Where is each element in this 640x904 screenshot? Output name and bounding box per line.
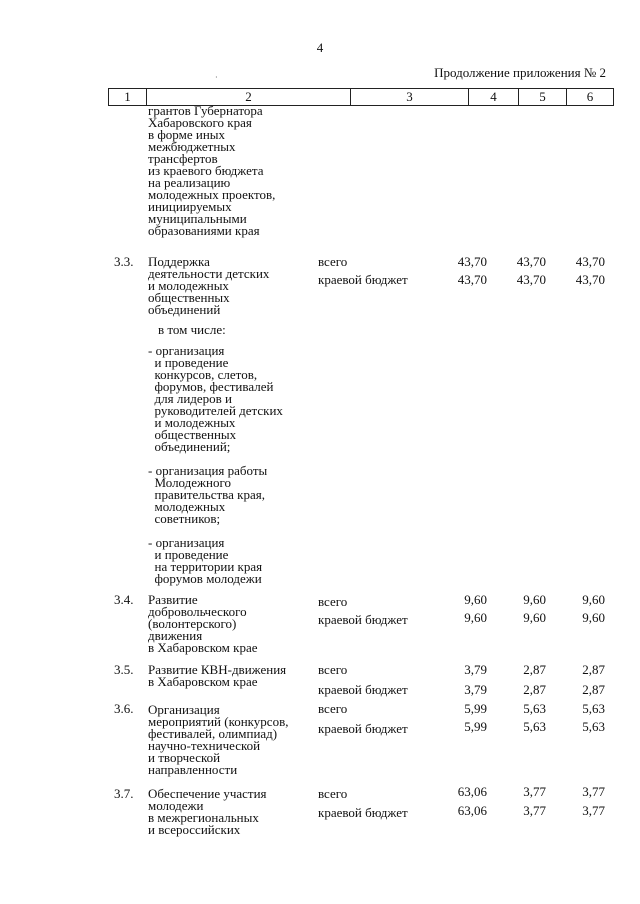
header-col-2: 2: [147, 89, 351, 105]
value-col-6: 5,63: [582, 719, 605, 734]
source-label: краевой бюджет: [318, 682, 408, 697]
header-col-4: 4: [469, 89, 519, 105]
sub-item: - организация работы Молодежного правительства края, молодежных советников;: [148, 463, 268, 526]
row-name: Обеспечение участия молодежи в межрегиональных и всероссийских: [148, 786, 267, 837]
value-col-4: 5,99: [464, 719, 487, 734]
value-col-5: 3,77: [523, 784, 546, 799]
value-col-4: 9,60: [464, 592, 487, 607]
row-name: Развитие КВН-движения в Хабаровском крае: [148, 662, 287, 689]
header-col-5: 5: [519, 89, 567, 105]
source-label: всего: [318, 594, 348, 609]
header-col-6: 6: [586, 89, 594, 104]
row-number: 3.3.: [114, 254, 134, 269]
source-label: всего: [318, 701, 348, 716]
value-col-5: 2,87: [523, 682, 546, 697]
header-col-3: 3: [351, 89, 469, 105]
row-number: 3.7.: [114, 786, 134, 801]
value-col-6: 3,77: [582, 784, 605, 799]
value-col-5: 9,60: [523, 592, 546, 607]
value-col-4: 3,79: [464, 682, 487, 697]
source-label: краевой бюджет: [318, 612, 408, 627]
value-col-6: 9,60: [582, 592, 605, 607]
value-col-5: 9,60: [523, 610, 546, 625]
value-col-5: 3,77: [523, 803, 546, 818]
sub-item: - организация и проведение конкурсов, слетов, форумов, фестивалей для лидеров и руководителей детских и молодежных общественных объединений;: [148, 343, 283, 454]
value-col-4: 43,70: [457, 272, 487, 287]
value-col-4: 63,06: [457, 784, 487, 799]
value-col-6: 9,60: [582, 610, 605, 625]
top-fragment-text: грантов Губернатора Хабаровского края в форме иных межбюджетных трансфертов из краевого бюджета на реализацию молодежных проектов, инициируемых муниципальными образованиями края: [148, 103, 276, 238]
page-number: 4: [316, 40, 324, 55]
value-col-6: 3,77: [582, 803, 605, 818]
source-label: краевой бюджет: [318, 805, 408, 820]
value-col-6: 5,63: [582, 701, 605, 716]
row-name: Развитие добровольческого (волонтерского) движения в Хабаровском крае: [148, 592, 258, 655]
row-name: Поддержка деятельности детских и молодежных общественных объединений: [148, 254, 270, 317]
value-col-4: 9,60: [464, 610, 487, 625]
header-col-1: 1: [109, 89, 147, 105]
appendix-continuation: Продолжение приложения № 2: [434, 65, 606, 80]
including-label: в том числе:: [158, 322, 226, 337]
value-col-5: 5,63: [523, 719, 546, 734]
value-col-4: 63,06: [457, 803, 487, 818]
value-col-6: 2,87: [582, 662, 605, 677]
value-col-6: 2,87: [582, 682, 605, 697]
value-col-5: 5,63: [523, 701, 546, 716]
source-label: всего: [318, 786, 348, 801]
source-label: всего: [318, 662, 348, 677]
row-number: 3.6.: [114, 701, 134, 716]
value-col-4: 43,70: [457, 254, 487, 269]
row-number: 3.5.: [114, 662, 134, 677]
sub-item: - организация и проведение на территории края форумов молодежи: [148, 535, 263, 586]
scan-speck: ·: [215, 73, 218, 82]
row-name: Организация мероприятий (конкурсов, фестивалей, олимпиад) научно-технической и творческой направленности: [148, 702, 289, 777]
source-label: всего: [318, 254, 348, 269]
value-col-5: 43,70: [516, 272, 546, 287]
value-col-6: 43,70: [575, 272, 605, 287]
value-col-6: 43,70: [575, 254, 605, 269]
row-number: 3.4.: [114, 592, 134, 607]
source-label: краевой бюджет: [318, 272, 408, 287]
value-col-5: 2,87: [523, 662, 546, 677]
value-col-4: 5,99: [464, 701, 487, 716]
value-col-5: 43,70: [516, 254, 546, 269]
value-col-4: 3,79: [464, 662, 487, 677]
source-label: краевой бюджет: [318, 721, 408, 736]
